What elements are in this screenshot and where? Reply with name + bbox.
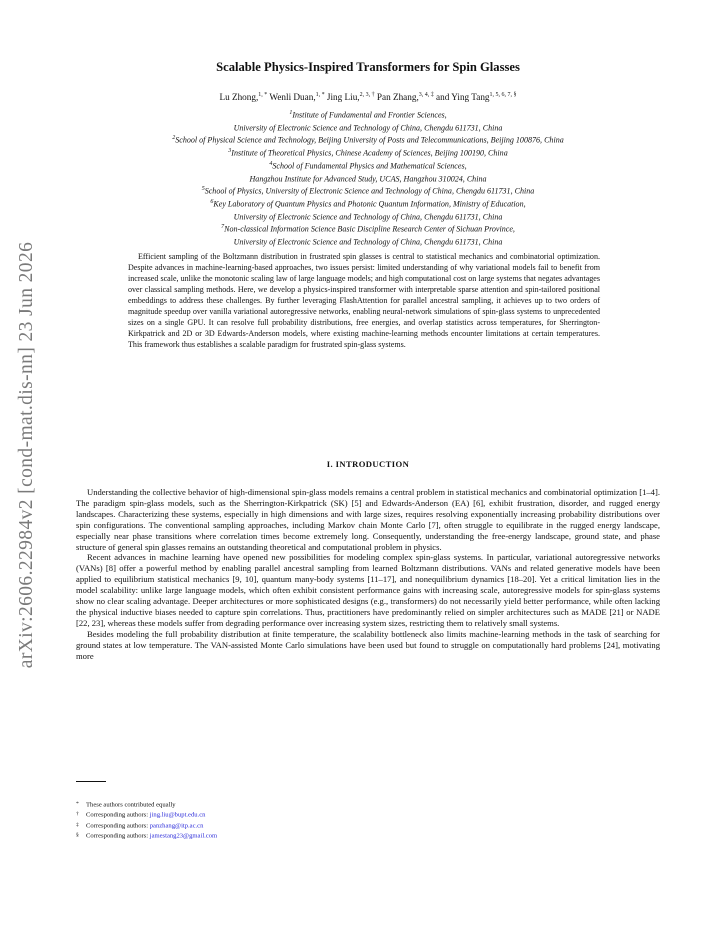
- affiliation-line: Hangzhou Institute for Advanced Study, UCAS, Hangzhou 310024, China: [249, 174, 487, 184]
- affiliation-line: University of Electronic Science and Technology of China, Chengdu 611731, China: [233, 212, 503, 222]
- footnote: † Corresponding authors: jing.liu@bupt.edu.cn: [76, 811, 206, 819]
- arxiv-sidebar: [4, 220, 50, 690]
- affiliation-line: $^7$Non-classical Information Science Basic Discipline Research Center of Sichuan Province,: [221, 224, 515, 235]
- affiliation-line: $^3$Institute of Theoretical Physics, Chinese Academy of Sciences, Beijing 100190, China: [228, 148, 508, 158]
- affiliation-line: $^1$Institute of Fundamental and Frontier Sciences,: [289, 110, 447, 120]
- email-link[interactable]: jamestang23@gmail.com: [149, 832, 218, 840]
- author-2: Wenli Duan,$^{1, *}$: [269, 92, 325, 103]
- body-paragraph: Besides modeling the full probability distribution at finite temperature, the scalability bottleneck also limits machine-learning methods in the task of searching for ground states at low temperature. The VAN-assisted Monte Carlo simulations have been used but found to struggle on computationally hard problems [24], motivating more: [76, 628, 660, 661]
- author-5: Ying Tang$^{1, 5, 6, 7, \S}$: [451, 92, 517, 103]
- author-3: Jing Liu,$^{2, 3, \dagger}$: [326, 92, 375, 103]
- abstract: Efficient sampling of the Boltzmann distribution in frustrated spin glasses is central to statistical mechanics and combinatorial optimization. Despite advances in machine-learning-based approaches, two issues persist: limited understanding of why variational models fail to benefit from increased scale, unlike the monotonic scaling law of large language models; and high computational cost on large systems that negates advantages over classical sampling methods. Here, we develop a physics-inspired transformer with interpretable sparse attention and spin-tailored positional embeddings to address these challenges. By further leveraging FlashAttention for parallel ancestral sampling, it achieves up to two orders of magnitude speedup over vanilla variational autoregressive networks, enabling neural-network simulations of spin-glass systems to unprecedented sizes on a single GPU. It can resolve full probability distributions, free energies, and overlap statistics across temperatures, for Sherrington-Kirkpatrick and 2D or 3D Edwards-Anderson models, where existing machine-learning methods encounter limitations at certain temperatures. This framework thus establishes a scalable paradigm for frustrated spin-glass systems.: [128, 252, 600, 349]
- body-paragraph: Understanding the collective behavior of high-dimensional spin-glass models remains a central problem in statistical mechanics and combinatorial optimization [1–4]. The paradigm spin-glass models, such as the Sherrington-Kirkpatrick (SK) [5] and Edwards-Anderson (EA) [6], exhibit frustration, disorder, and rugged energy landscapes. Characterizing these systems, especially in high dimensions and with large sizes, requires resolving exponentially increasing probability distributions over spin configurations. The conventional sampling approaches, including Markov chain Monte Carlo [7], often struggle to equilibrate in the rugged energy landscape, especially near phase transitions where correlation times become extremely long. Consequently, understanding the free-energy landscape, ground state, and phase structure of general spin glasses remains an outstanding theoretical and computational problem in physics.: [76, 487, 660, 552]
- affiliation-list: [60, 108, 676, 248]
- section-heading-introduction: I. INTRODUCTION: [326, 459, 410, 469]
- body-paragraph: Recent advances in machine learning have opened new possibilities for modeling complex spin-glass systems. In particular, variational autoregressive networks (VANs) [8] offer a powerful method by enabling parallel ancestral sampling from learned Boltzmann distributions. VANs and related generative models have been applied to equilibrium statistical mechanics [9, 10], quantum many-body systems [11–17], and nonequilibrium dynamics [18–20]. Yet a critical limitation lies in the model scalability: unlike large language models, which often exhibit consistent performance gains with increasing scale, autoregressive models for spin-glass systems show no clear scaling advantage. Deeper architectures or more sophisticated designs (e.g., transformers) do not necessarily yield better performance, while often lacking the physical inductive biases needed to capture spin correlations. Thus, practitioners have predominantly relied on simpler architectures such as MADE [21] or NADE [22, 23], whereas these models suffer from degrading performance over increasing system sizes, restricting them to relatively small systems.: [76, 552, 660, 628]
- footnotes: [76, 800, 576, 841]
- author-1: Lu Zhong,$^{1, *}$: [219, 92, 268, 103]
- arxiv-identifier: arXiv:2606.22984v2 [cond-mat.dis-nn] 23 Jun 2026: [16, 241, 38, 669]
- affiliation-line: University of Electronic Science and Technology of China, Chengdu 611731, China: [233, 123, 503, 133]
- email-link[interactable]: panzhang@itp.ac.cn: [149, 822, 204, 830]
- affiliation-line: $^4$School of Fundamental Physics and Mathematical Sciences,: [269, 160, 467, 171]
- affiliation-line: $^5$School of Physics, University of Electronic Science and Technology of China, Chengdu 611731, China: [201, 186, 535, 196]
- author-list: [76, 92, 660, 102]
- email-link[interactable]: jing.liu@bupt.edu.cn: [149, 811, 206, 819]
- paper-title: Scalable Physics-Inspired Transformers for Spin Glasses: [216, 60, 520, 74]
- affiliation-line: $^2$School of Physical Science and Technology, Beijing University of Posts and Telecommunications, Beijing 100876, China: [172, 135, 564, 146]
- affiliation-line: University of Electronic Science and Technology of China, Chengdu 611731, China: [233, 237, 503, 247]
- affiliation-line: $^6$Key Laboratory of Quantum Physics and Photonic Quantum Information, Ministry of Education,: [210, 199, 526, 209]
- footnote-rule: [76, 781, 106, 782]
- introduction-body: [76, 487, 660, 662]
- footnote: * These authors contributed equally: [76, 801, 176, 809]
- footnote: ‡ Corresponding authors: panzhang@itp.ac.cn: [76, 821, 204, 830]
- footnote: § Corresponding authors: jamestang23@gmail.com: [76, 831, 218, 840]
- author-4: Pan Zhang,$^{3, 4, \ddagger}$ and: [376, 92, 452, 103]
